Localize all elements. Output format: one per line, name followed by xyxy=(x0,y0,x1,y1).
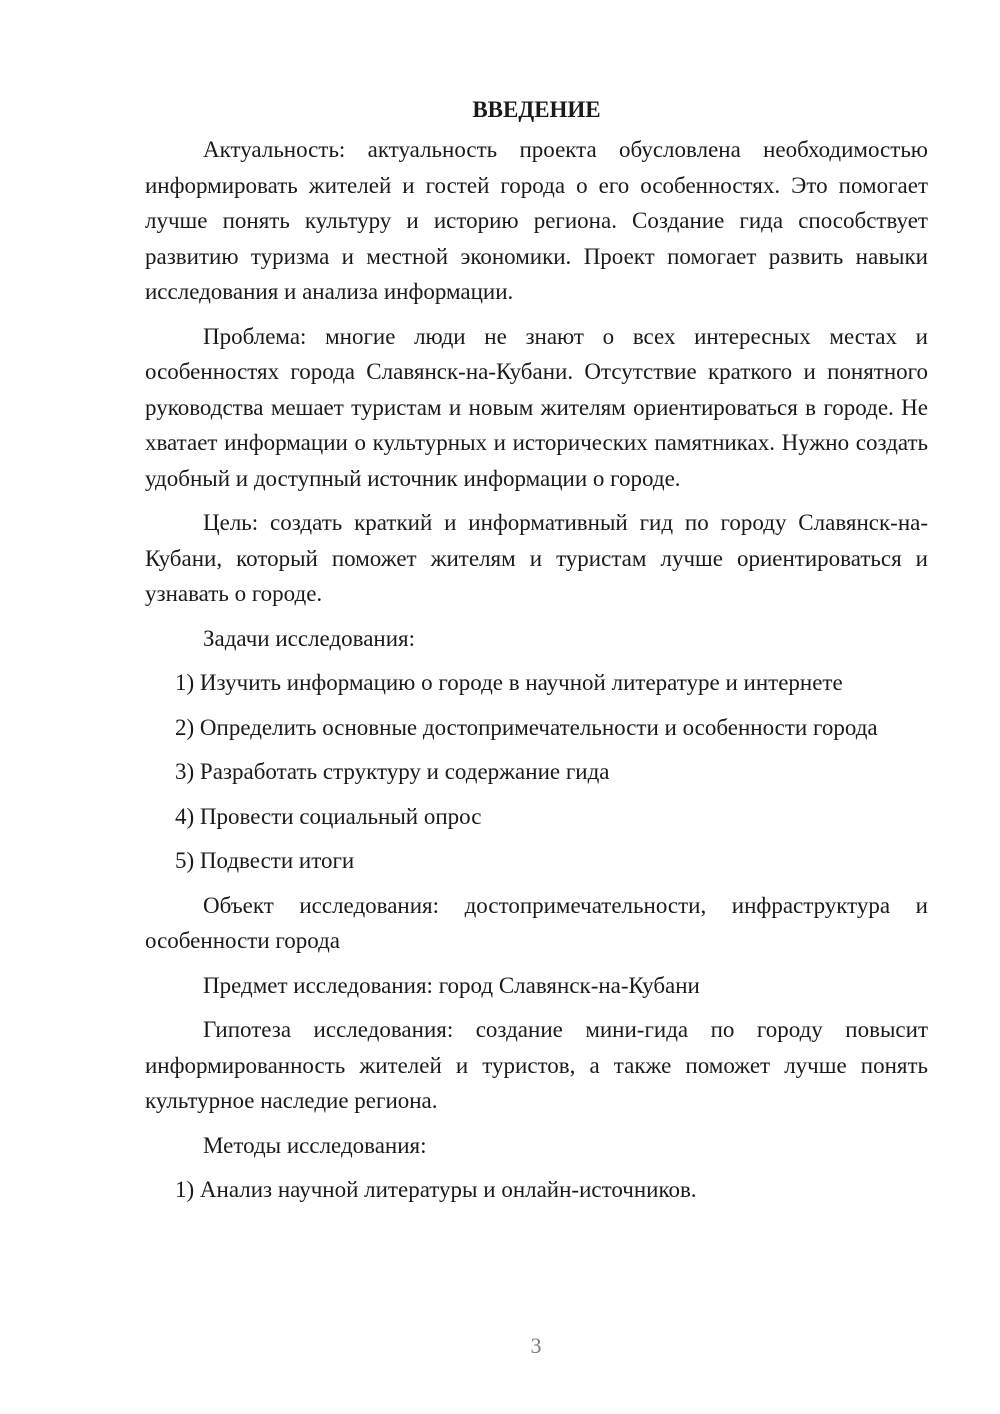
tasks-heading: Задачи исследования: xyxy=(203,625,416,651)
task-item-1: 1) Изучить информацию о городе в научной литературе и интернете xyxy=(175,670,843,695)
task-item-5: 5) Подвести итоги xyxy=(175,848,355,873)
page-number: 3 xyxy=(530,1333,542,1358)
goal-paragraph: Цель: создать краткий и информативный гид по городу Славянск-на-Кубани, который поможет жителям и туристам лучше ориентироваться и узнавать о городе. xyxy=(145,510,928,606)
object-paragraph: Объект исследования: достопримечательности, инфраструктура и особенности города xyxy=(145,892,928,953)
task-item-3: 3) Разработать структуру и содержание гида xyxy=(175,759,610,784)
subject-paragraph: Предмет исследования: город Славянск-на-Кубани xyxy=(203,972,700,998)
document-page xyxy=(145,92,928,1217)
hypothesis-paragraph: Гипотеза исследования: создание мини-гида по городу повысит информированность жителей и туристов, а также поможет лучше понять культурное наследие региона. xyxy=(145,1017,928,1113)
relevance-paragraph: Актуальность: актуальность проекта обусловлена необходимостью информировать жителей и гостей города о его особенностях. Это помогает лучше понять культуру и историю региона. Создание гида способствует развитию туризма и местной экономики. Проект помогает развить навыки исследования и анализа информации. xyxy=(145,137,928,304)
task-item-4: 4) Провести социальный опрос xyxy=(175,803,482,829)
section-title: ВВЕДЕНИЕ xyxy=(472,97,601,122)
methods-heading: Методы исследования: xyxy=(203,1132,427,1158)
method-item-1: 1) Анализ научной литературы и онлайн-источников. xyxy=(175,1177,697,1202)
task-item-2: 2) Определить основные достопримечательности и особенности города xyxy=(175,714,878,740)
problem-paragraph: Проблема: многие люди не знают о всех интересных местах и особенностях города Славянск-на-Кубани. Отсутствие краткого и понятного руководства мешает туристам и новым жителям ориентироваться в городе. Не хватает информации о культурных и исторических памятниках. Нужно создать удобный и доступный источник информации о городе. xyxy=(145,323,928,491)
